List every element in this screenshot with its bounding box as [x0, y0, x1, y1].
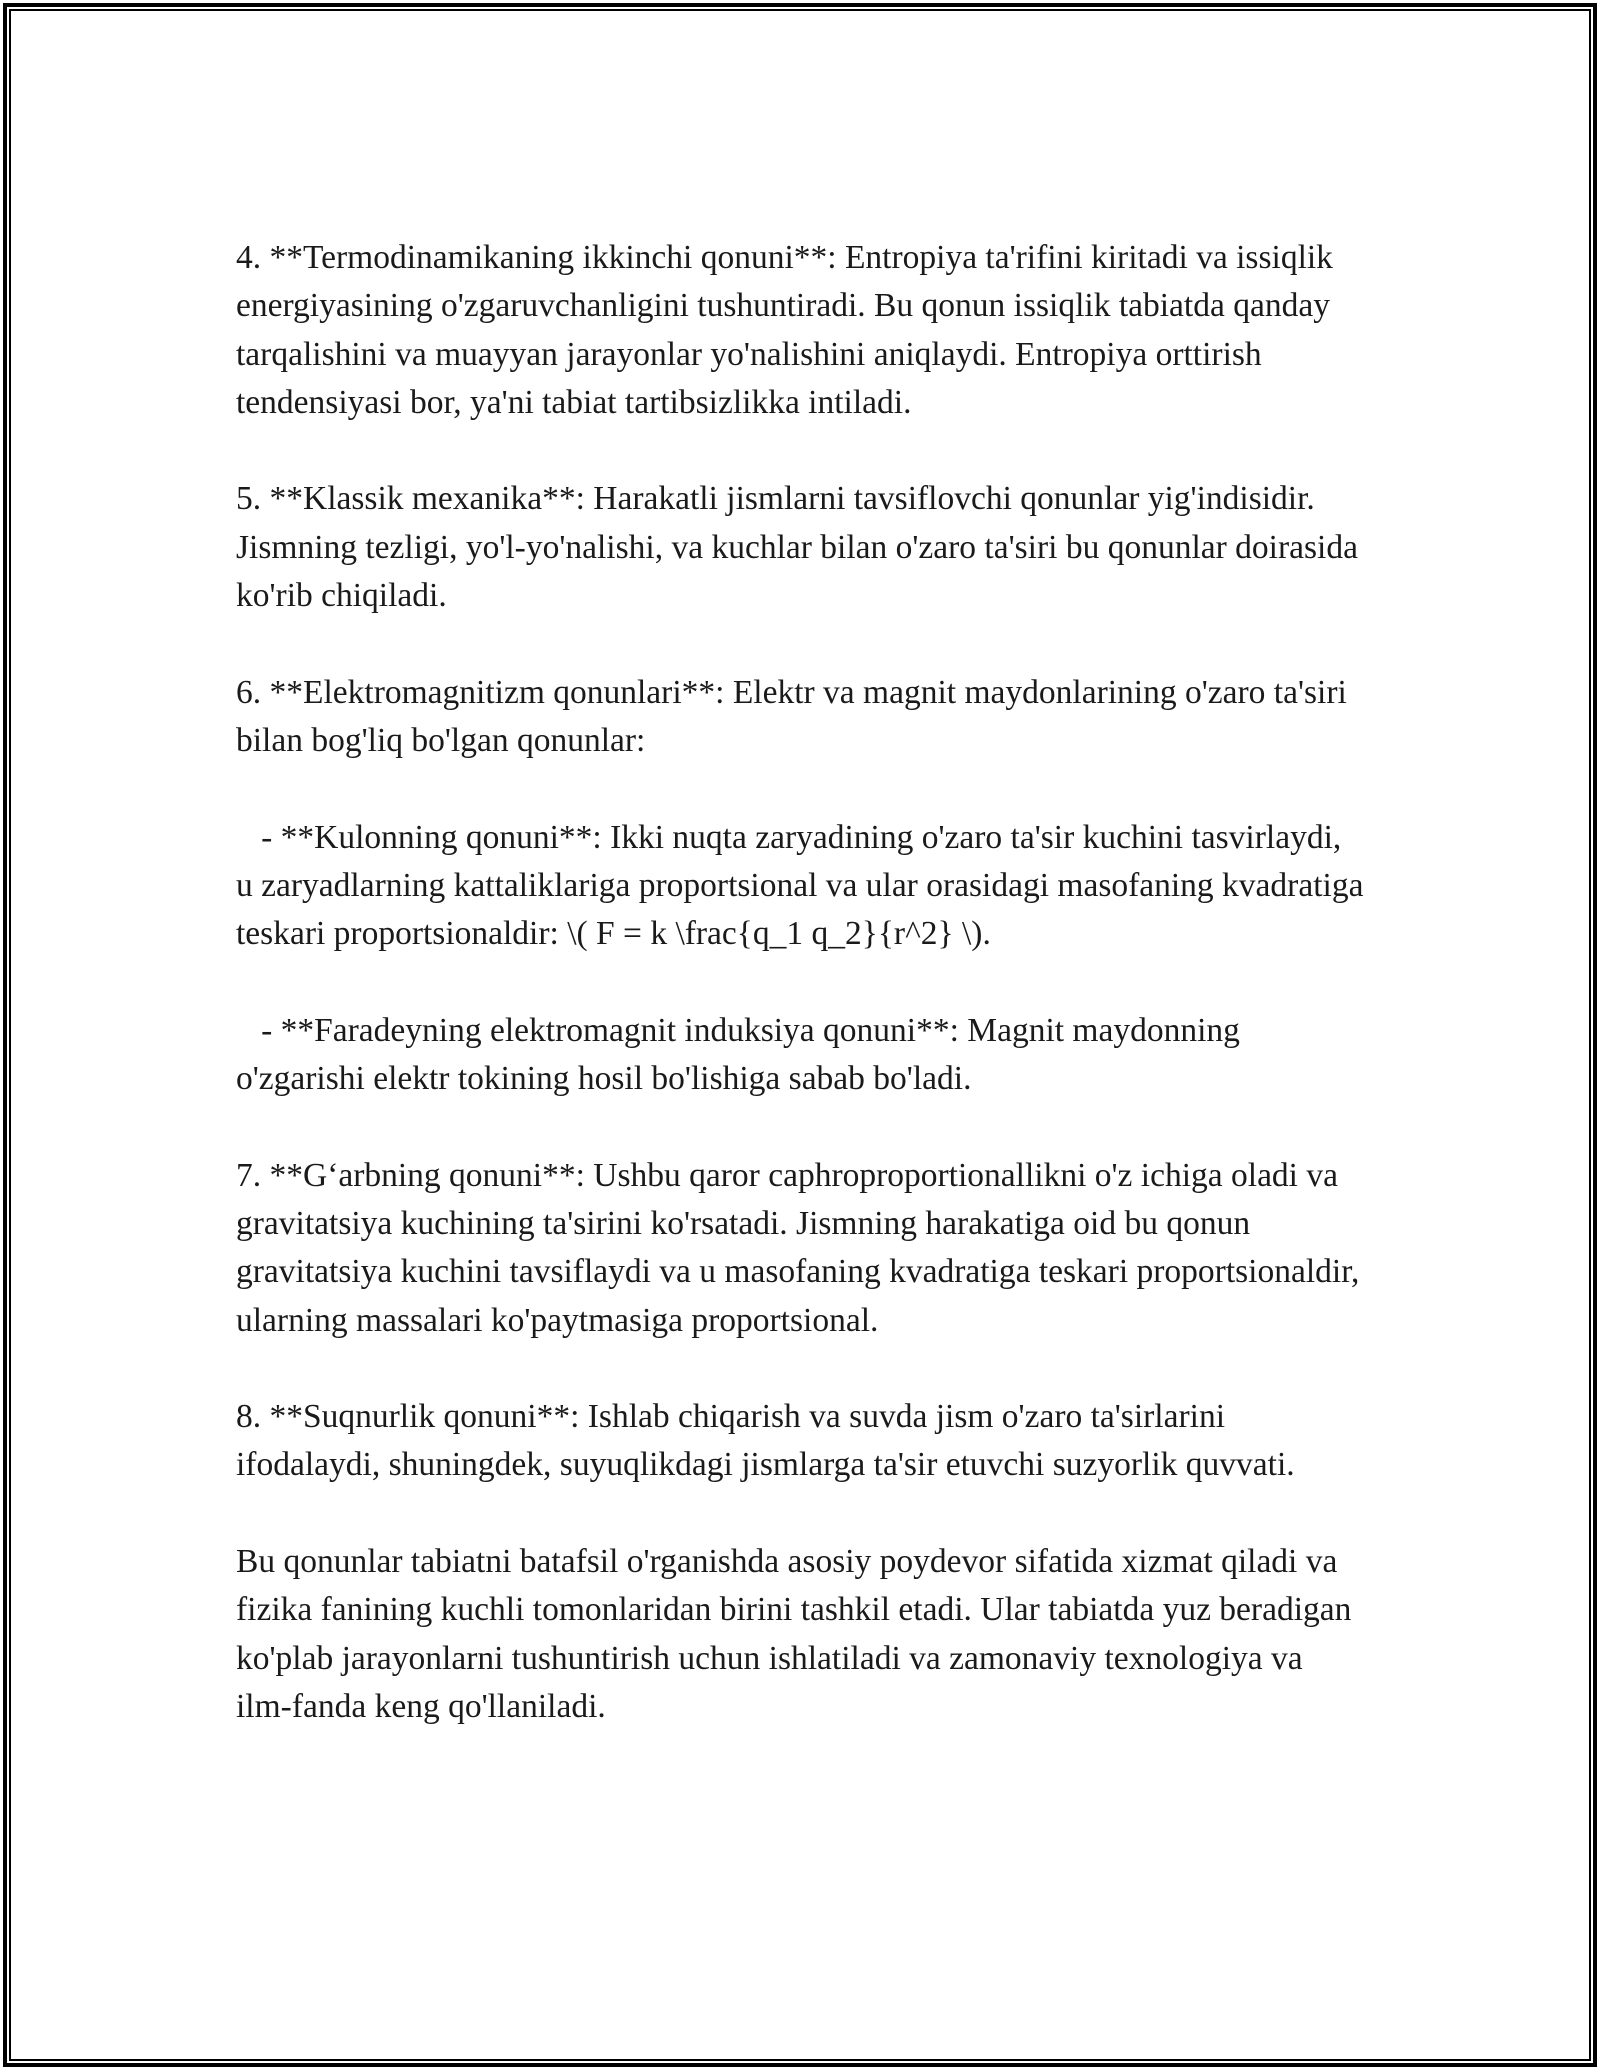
paragraph-law-7-gravitation: 7. **G‘arbning qonuni**: Ushbu qaror caphroproportionallikni o'z ichiga oladi va gravitatsiya kuchining ta'sirini ko'rsatadi. Jismning harakatiga oid bu qonun gravitatsiya kuchini tavsiflaydi va u masofaning kvadratiga teskari proportsionaldir, ularning massalari ko'paytmasiga proportsional.: [236, 1156, 1368, 1339]
paragraph-faraday-law: - **Faradeyning elektromagnit induksiya qonuni**: Magnit maydonning o'zgarishi elektr tokining hosil bo'lishiga sabab bo'ladi.: [236, 1011, 1249, 1098]
document-body: [236, 234, 1372, 1731]
paragraph-coulomb-law: - **Kulonning qonuni**: Ikki nuqta zaryadining o'zaro ta'sir kuchini tasvirlaydi, u zaryadlarning kattaliklariga proportsional va ular orasidagi masofaning kvadratiga teskari proportsionaldir: \( F = k \frac{q_1 q_2}{r^2} \).: [236, 818, 1372, 953]
paragraph-law-5-classical-mechanics: 5. **Klassik mexanika**: Harakatli jismlarni tavsiflovchi qonunlar yig'indisidir. Jismning tezligi, yo'l-yo'nalishi, va kuchlar bilan o'zaro ta'siri bu qonunlar doirasida ko'rib chiqiladi.: [236, 480, 1367, 615]
paragraph-law-4-thermodynamics: 4. **Termodinamikaning ikkinchi qonuni**: Entropiya ta'rifini kiritadi va issiqlik energiyasining o'zgaruvchanligini tushuntiradi. Bu qonun issiqlik tabiatda qanday tarqalishini va muayyan jarayonlar yo'nalishini aniqlaydi. Entropiya orttirish tendensiyasi bor, ya'ni tabiat tartibsizlikka intiladi.: [236, 239, 1342, 421]
paragraph-law-8-buoyancy: 8. **Suqnurlik qonuni**: Ishlab chiqarish va suvda jism o'zaro ta'sirlarini ifodalaydi, shuningdek, suyuqlikdagi jismlarga ta'sir etuvchi suzyorlik quvvati.: [236, 1398, 1295, 1484]
paragraph-conclusion: Bu qonunlar tabiatni batafsil o'rganishda asosiy poydevor sifatida xizmat qiladi va fizika fanining kuchli tomonlaridan birini tashkil etadi. Ular tabiatda yuz beradigan ko'plab jarayonlarni tushuntirish uchun ishlatiladi va zamonaviy texnologiya va ilm-fanda keng qo'llaniladi.: [236, 1543, 1360, 1725]
paragraph-law-6-electromagnetism: 6. **Elektromagnitizm qonunlari**: Elektr va magnit maydonlarining o'zaro ta'siri bilan bog'liq bo'lgan qonunlar:: [236, 673, 1356, 759]
